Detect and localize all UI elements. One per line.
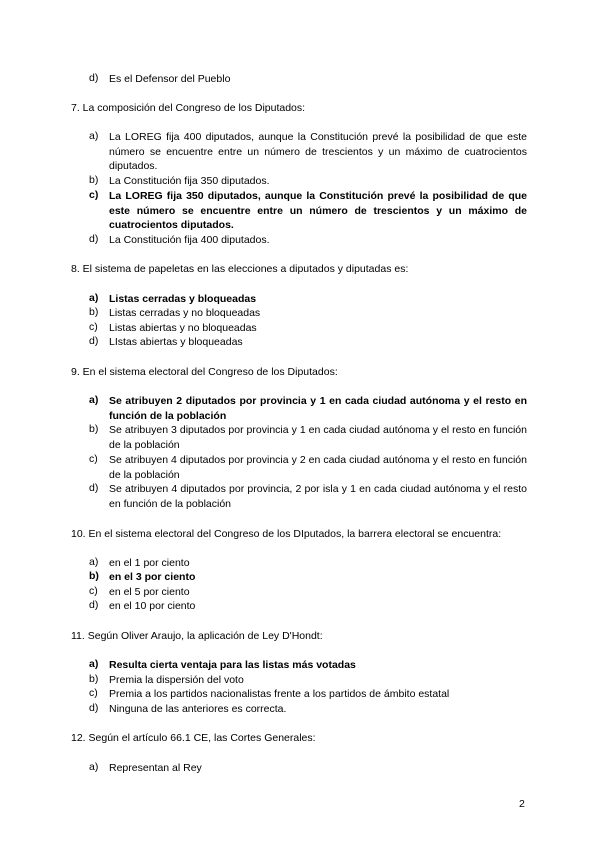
q7-option-c	[89, 189, 527, 233]
option-letter: b)	[89, 570, 99, 582]
question-8-title: 8. El sistema de papeletas en las elecciones a diputados y diputadas es:	[71, 263, 409, 275]
option-letter: d)	[89, 72, 99, 84]
option-letter: a)	[89, 394, 99, 406]
q10-option-c	[89, 585, 527, 600]
q8-option-d	[89, 335, 527, 350]
q8-option-c	[89, 321, 527, 336]
option-letter: a)	[89, 292, 99, 304]
option-letter: c)	[89, 585, 98, 597]
option-letter: d)	[89, 482, 99, 494]
option-text: Se atribuyen 4 diputados por provincia, 2 por isla y 1 en cada ciudad autónoma y el resto en función de la población	[109, 483, 527, 510]
option-text: en el 3 por ciento	[109, 571, 196, 583]
option-letter: d)	[89, 702, 99, 714]
option-letter: c)	[89, 453, 98, 465]
q7-option-a	[89, 130, 527, 174]
q9-option-d	[89, 482, 527, 511]
option-letter: c)	[89, 321, 98, 333]
question-11-title: 11. Según Oliver Araujo, la aplicación de Ley D'Hondt:	[71, 630, 323, 642]
q12-option-a	[89, 761, 527, 776]
q11-option-d	[89, 702, 527, 717]
question-9-title: 9. En el sistema electoral del Congreso de los Diputados:	[71, 366, 338, 378]
option-text: LIstas abiertas y bloqueadas	[109, 336, 243, 348]
q8-option-a	[89, 292, 527, 307]
question-7-title: 7. La composición del Congreso de los Diputados:	[71, 102, 306, 114]
q10-option-b	[89, 570, 527, 585]
option-letter: d)	[89, 335, 99, 347]
option-letter: b)	[89, 306, 99, 318]
q7-option-b	[89, 174, 527, 189]
option-letter: a)	[89, 658, 99, 670]
option-text: en el 5 por ciento	[109, 586, 190, 598]
q11-option-a	[89, 658, 527, 673]
option-text: La Constitución fija 400 diputados.	[109, 234, 270, 246]
option-text: La LOREG fija 400 diputados, aunque la Constitución prevé la posibilidad de que este número se encuentre entre un número de trescientos y un máximo de cuatrocientos diputados.	[109, 131, 527, 172]
q7-option-d	[89, 233, 527, 248]
option-letter: c)	[89, 189, 99, 201]
option-text: Se atribuyen 3 diputados por provincia y 1 en cada ciudad autónoma y el resto en función de la población	[109, 424, 527, 451]
option-text: Listas cerradas y no bloqueadas	[109, 307, 261, 319]
option-letter: c)	[89, 687, 98, 699]
q9-option-b	[89, 423, 527, 452]
q11-option-c	[89, 687, 527, 702]
question-10-title: 10. En el sistema electoral del Congreso de los DIputados, la barrera electoral se encuentra:	[71, 528, 502, 540]
option-text: en el 1 por ciento	[109, 557, 190, 569]
option-letter: d)	[89, 599, 99, 611]
q11-option-b	[89, 673, 527, 688]
option-text: Se atribuyen 2 diputados por provincia y 1 en cada ciudad autónoma y el resto en función de la población	[109, 395, 527, 422]
option-letter: d)	[89, 233, 99, 245]
option-text: Representan al Rey	[109, 762, 202, 774]
option-letter: b)	[89, 174, 99, 186]
option-text: en el 10 por ciento	[109, 600, 196, 612]
q9-option-a	[89, 394, 527, 423]
option-text: Se atribuyen 4 diputados por provincia y 2 en cada ciudad autónoma y el resto en función de la población	[109, 454, 527, 481]
option-letter: a)	[89, 556, 99, 568]
option-letter: a)	[89, 761, 99, 773]
option-letter: a)	[89, 130, 99, 142]
option-letter: b)	[89, 673, 99, 685]
option-letter: b)	[89, 423, 99, 435]
carryover-option	[89, 72, 527, 87]
page-number: 2	[519, 798, 525, 810]
option-text: Ninguna de las anteriores es correcta.	[109, 703, 287, 715]
option-text: Listas abiertas y no bloqueadas	[109, 322, 257, 334]
option-text: Listas cerradas y bloqueadas	[109, 293, 257, 305]
option-text: Resulta cierta ventaja para las listas más votadas	[109, 659, 356, 671]
q10-option-d	[89, 599, 527, 614]
option-text: Es el Defensor del Pueblo	[109, 73, 231, 85]
question-12-title: 12. Según el artículo 66.1 CE, las Cortes Generales:	[71, 732, 316, 744]
option-text: Premia a los partidos nacionalistas frente a los partidos de ámbito estatal	[109, 688, 450, 700]
q10-option-a	[89, 556, 527, 571]
option-text: La LOREG fija 350 diputados, aunque la Constitución prevé la posibilidad de que este número se encuentre entre un número de trescientos y un máximo de cuatrocientos diputados.	[109, 190, 527, 231]
option-text: Premia la dispersión del voto	[109, 674, 244, 686]
q8-option-b	[89, 306, 527, 321]
option-text: La Constitución fija 350 diputados.	[109, 175, 270, 187]
q9-option-c	[89, 453, 527, 482]
